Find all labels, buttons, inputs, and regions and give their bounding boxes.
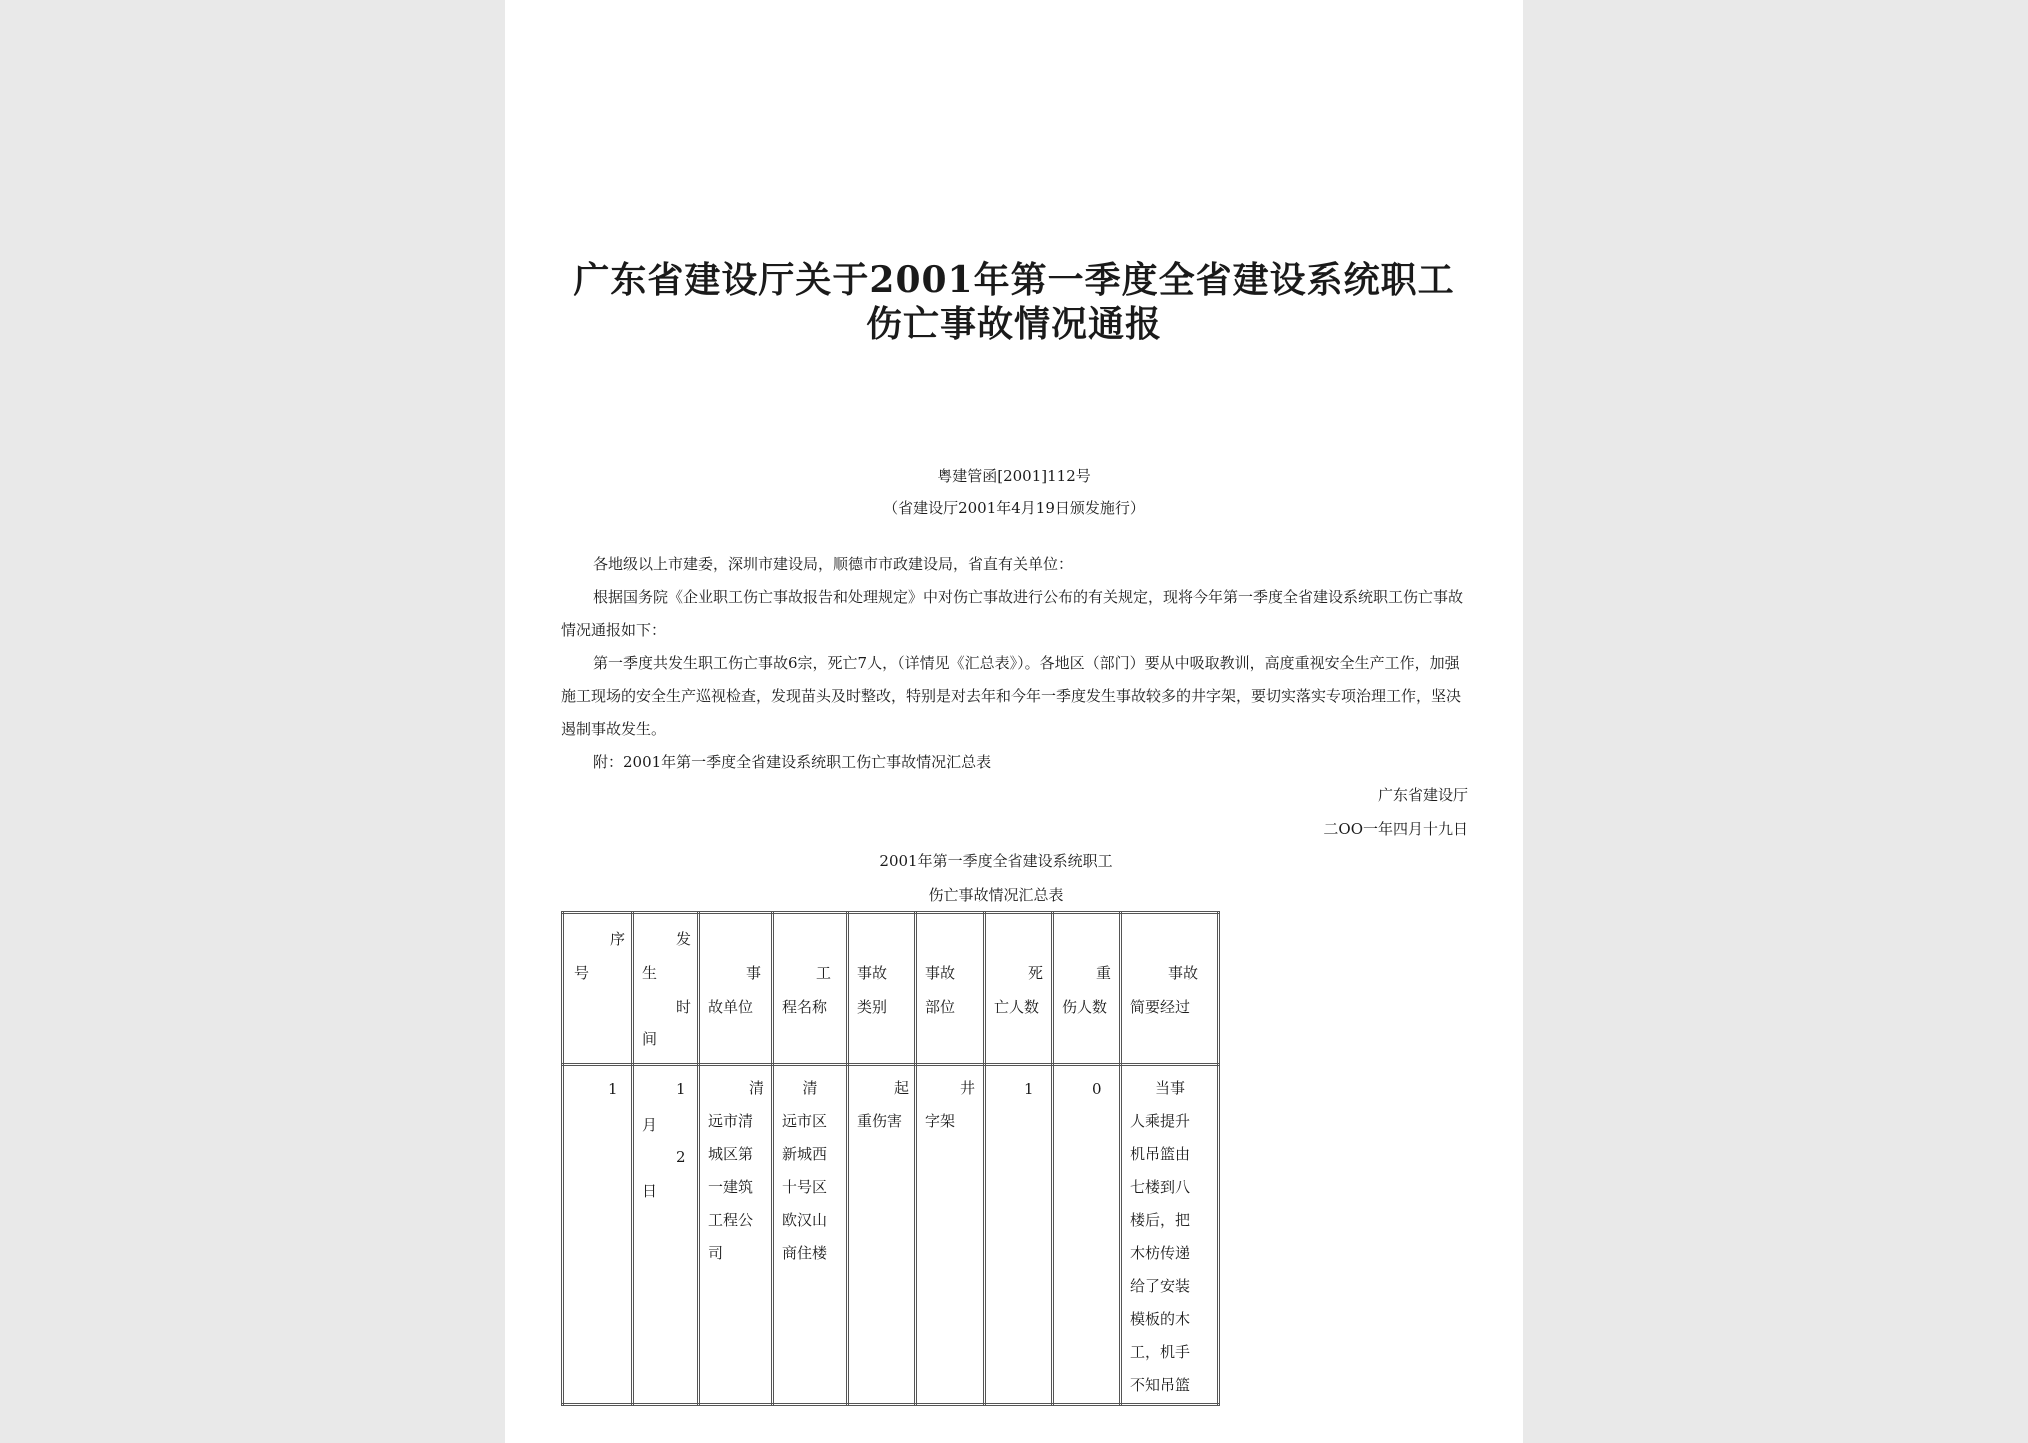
paragraph-1: 根据国务院《企业职工伤亡事故报告和处理规定》中对伤亡事故进行公布的有关规定，现将今年第一季度全省建设系统职工伤亡事故情况通报如下：	[561, 588, 1464, 639]
cell-project: 清 远市区 新城西 十号区 欧汉山 商住楼	[773, 1065, 848, 1405]
cell-part: 井 字架	[916, 1065, 985, 1405]
signature-org: 广东省建设厅	[1377, 786, 1468, 804]
cell-seq: 1	[563, 1065, 633, 1405]
header-injured: 重 伤人数	[1053, 913, 1121, 1065]
cell-injured: 0	[1053, 1065, 1121, 1405]
salutation: 各地级以上市建委，深圳市建设局，顺德市市政建设局，省直有关单位：	[593, 555, 1074, 573]
cell-time: 1 月 2 日	[633, 1065, 699, 1405]
cell-dead: 1	[985, 1065, 1053, 1405]
header-dead: 死 亡人数	[985, 913, 1053, 1065]
attachment-note: 附：2001年第一季度全省建设系统职工伤亡事故情况汇总表	[593, 753, 992, 771]
document-title	[505, 258, 1523, 346]
cell-description: 当事 人乘提升 机吊篮由 七楼到八 楼后，把 木枋传递 给了安装 模板的木 工，机手 不知吊篮	[1121, 1065, 1219, 1405]
accident-summary-table	[561, 911, 1220, 1406]
cell-type: 起 重伤害	[848, 1065, 916, 1405]
document-page	[505, 0, 1523, 1443]
header-seq: 序 号	[563, 913, 633, 1065]
title-line-1: 广东省建设厅关于2001年第一季度全省建设系统职工	[573, 259, 1455, 301]
title-line-2: 伤亡事故情况通报	[865, 303, 1162, 345]
paragraph-2: 第一季度共发生职工伤亡事故6宗，死亡7人，（详情见《汇总表》）。各地区（部门）要从中吸取教训，高度重视安全生产工作，加强施工现场的安全生产巡视检查，发现苗头及时整改，特别是对去年和今年一季度发生事故较多的井字架，要切实落实专项治理工作，坚决遏制事故发生。	[561, 654, 1462, 738]
table-row	[563, 1065, 1219, 1405]
header-unit: 事 故单位	[699, 913, 773, 1065]
signature-date: 二OO一年四月十九日	[1323, 820, 1468, 838]
table-header-row	[563, 913, 1219, 1065]
header-type: 事故 类别	[848, 913, 916, 1065]
document-body	[561, 548, 1467, 779]
header-part: 事故 部位	[916, 913, 985, 1065]
issue-note: （省建设厅2001年4月19日颁发施行）	[883, 499, 1145, 517]
cell-unit: 清 远市清 城区第 一建筑 工程公 司	[699, 1065, 773, 1405]
document-number: 粤建管函[2001]112号	[937, 467, 1091, 485]
header-description: 事故 简要经过	[1121, 913, 1219, 1065]
table-title-line-1: 2001年第一季度全省建设系统职工	[879, 852, 1113, 870]
header-time: 发 生 时 间	[633, 913, 699, 1065]
table-title-line-2: 伤亡事故情况汇总表	[928, 886, 1064, 904]
header-project: 工 程名称	[773, 913, 848, 1065]
